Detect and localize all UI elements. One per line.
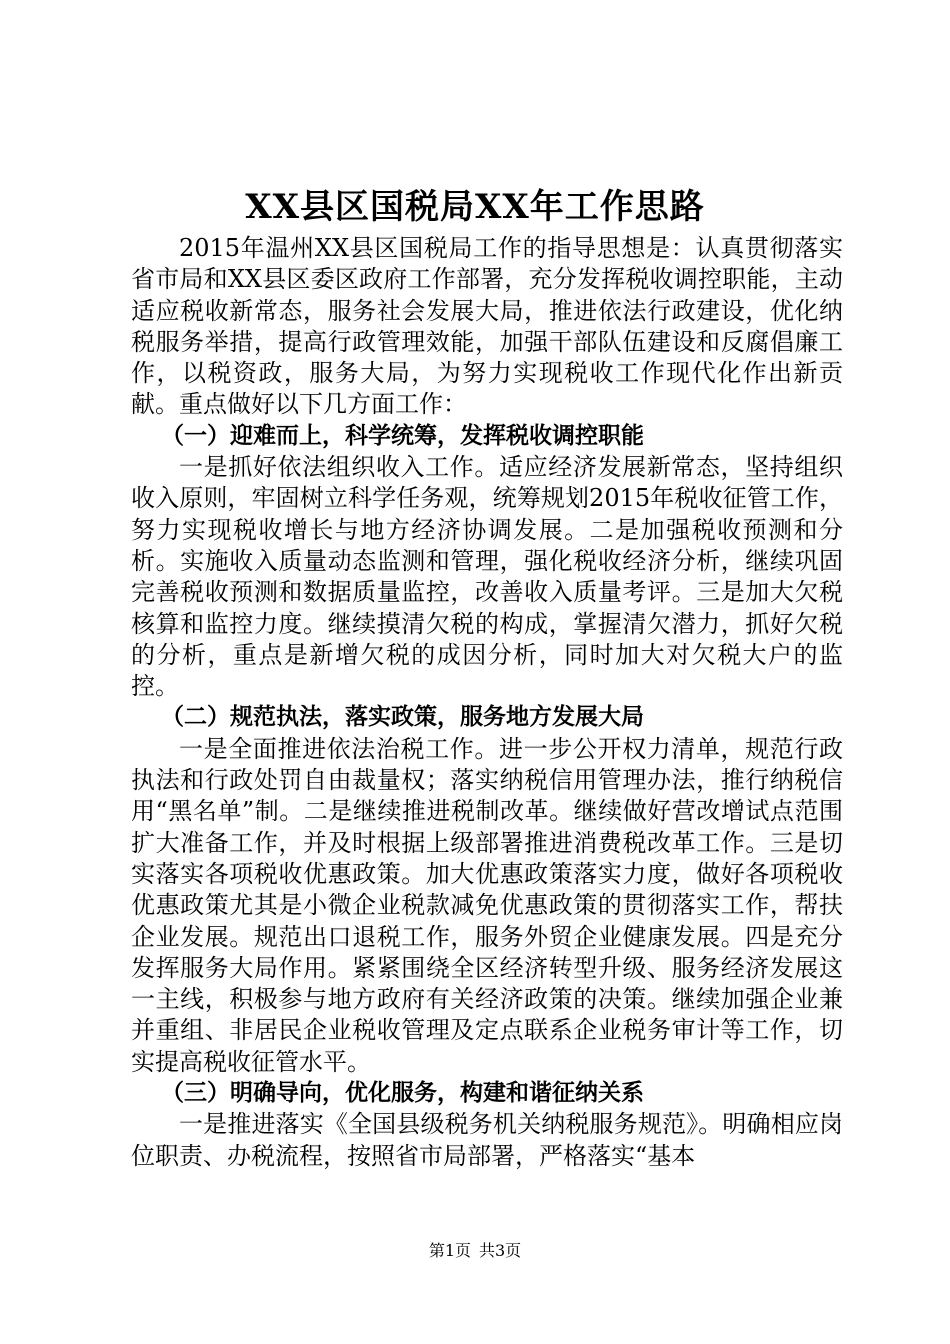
intro-paragraph: 2015年温州XX县区国税局工作的指导思想是：认真贯彻落实省市局和XX县区委区政府工作部署，充分发挥税收调控职能，主动适应税收新常态，服务社会发展大局，推进依法行政建设，优化纳税服务举措，提高行政管理效能，加强干部队伍建设和反腐倡廉工作，以税资政，服务大局，为努力实现税收工作现代化作出新贡献。重点做好以下几方面工作： <box>131 234 843 419</box>
document-title: XX县区国税局XX年工作思路 <box>245 187 705 227</box>
section-heading-2: （二）规范执法，落实政策，服务地方发展大局 <box>161 704 644 731</box>
section-paragraph-2: 一是全面推进依法治税工作。进一步公开权力清单，规范行政执法和行政处罚自由裁量权；落实纳税信用管理办法，推行纳税信用“黑名单”制。二是继续推进税制改革。继续做好营改增试点范围扩大准备工作，并及时根据上级部署推进消费税改革工作。三是切实落实各项税收优惠政策。加大优惠政策落实力度，做好各项税收优惠政策尤其是小微企业税款减免优惠政策的贯彻落实工作，帮扶企业发展。规范出口退税工作，服务外贸企业健康发展。四是充分发挥服务大局作用。紧紧围绕全区经济转型升级、服务经济发展这一主线，积极参与地方政府有关经济政策的决策。继续加强企业兼并重组、非居民企业税收管理及定点联系企业税务审计等工作，切实提高税收征管水平。 <box>131 734 843 1076</box>
page-total: 共3页 <box>479 1241 522 1260</box>
document-body <box>131 233 843 1172</box>
page-footer <box>0 1240 950 1262</box>
page-number: 第1页 <box>428 1241 471 1260</box>
section-paragraph-1: 一是抓好依法组织收入工作。适应经济发展新常态，坚持组织收入原则，牢固树立科学任务观，统筹规划2015年税收征管工作，努力实现税收增长与地方经济协调发展。二是加强税收预测和分析。实施收入质量动态监测和管理，强化税收经济分析，继续巩固完善税收预测和数据质量监控，改善收入质量考评。三是加大欠税核算和监控力度。继续摸清欠税的构成，掌握清欠潜力，抓好欠税的分析，重点是新增欠税的成因分析，同时加大对欠税大户的监控。 <box>131 453 843 701</box>
section-heading-3: （三）明确导向，优化服务，构建和谐征纳关系 <box>161 1080 644 1107</box>
section-heading-1: （一）迎难而上，科学统筹，发挥税收调控职能 <box>161 422 644 449</box>
section-paragraph-3: 一是推进落实《全国县级税务机关纳税服务规范》。明确相应岗位职责、办税流程，按照省市局部署，严格落实“基本 <box>131 1110 843 1170</box>
